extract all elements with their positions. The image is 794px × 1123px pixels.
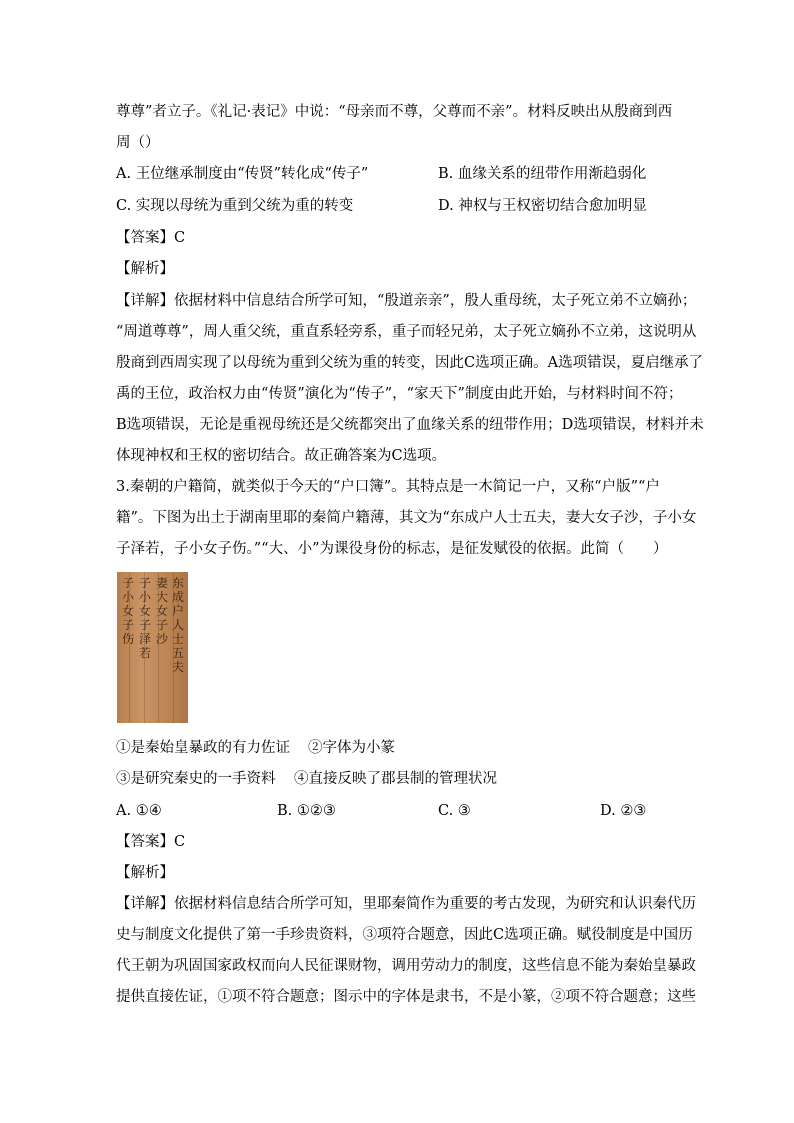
detail-line: 【详解】依据材料中信息结合所学可知，“殷道亲亲”，殷人重母统，太子死立弟不立嫡孙；: [116, 293, 697, 309]
detail-line: 殷商到西周实现了以母统为重到父统为重的转变，因此C选项正确。A选项错误，夏启继承了: [116, 355, 704, 371]
slip-column: 子小女子泽若: [138, 576, 151, 660]
bamboo-slip-image: [117, 572, 188, 723]
detail-line: 禹的王位，政治权力由“传贤”演化为“传子”，“家天下”制度由此开始，与材料时间不符；: [116, 386, 683, 402]
detail-line: B选项错误，无论是重视母统还是父统都突出了血缘关系的纽带作用；D选项错误，材料并未: [116, 417, 704, 433]
detail-line: “周道尊尊”，周人重父统，重直系轻旁系，重子而轻兄弟，太子死立嫡孙不立弟，这说明从: [116, 324, 697, 340]
question-stem-line: 周（）: [116, 135, 160, 151]
question-stem-line: 籍”。下图为出土于湖南里耶的秦简户籍薄，其文为“东成户人士五夫，妻大女子沙，子小女: [116, 510, 697, 526]
option-c: C. ③: [438, 803, 471, 819]
option-b: B. ①②③: [277, 803, 336, 819]
option-a: A. 王位继承制度由“传贤”转化成“传子”: [116, 166, 369, 182]
option-a: A. ①④: [116, 803, 162, 819]
slip-column: 子小女子伤: [121, 576, 134, 646]
option-d: D. ②③: [600, 803, 647, 819]
detail-line: 【详解】依据材料信息结合所学可知，里耶秦简作为重要的考古发现，为研究和认识秦代历: [116, 896, 696, 912]
detail-line: 代王朝为巩固国家政权而向人民征课财物，调用劳动力的制度，这些信息不能为秦始皇暴政: [116, 958, 696, 974]
option-d: D. 神权与王权密切结合愈加明显: [438, 198, 647, 214]
slip-column: 东成户人士五夫: [171, 576, 184, 674]
answer-label: 【答案】C: [116, 230, 186, 246]
option-b: B. 血缘关系的纽带作用渐趋弱化: [438, 166, 647, 182]
statement-item: ③是研究秦史的一手资料: [116, 771, 276, 787]
slip-column: 妻大女子沙: [155, 576, 168, 646]
detail-line: 提供直接佐证，①项不符合题意；图示中的字体是隶书，不是小篆，②项不符合题意；这些: [116, 989, 696, 1005]
detail-line: 体现神权和王权的密切结合。故正确答案为C选项。: [116, 448, 447, 464]
question-stem-line: 尊尊”者立子。《礼记·表记》中说：“母亲而不尊，父尊而不亲”。材料反映出从殷商到西: [116, 104, 673, 120]
statement-item: ①是秦始皇暴政的有力佐证: [116, 740, 290, 756]
statement-item: ④直接反映了郡县制的管理状况: [294, 771, 497, 787]
analysis-label: 【解析】: [116, 261, 174, 277]
option-c: C. 实现以母统为重到父统为重的转变: [116, 198, 354, 214]
question-stem-line: 3.秦朝的户籍简，就类似于今天的“户口簿”。其特点是一木简记一户，又称“户版”“户: [116, 479, 660, 495]
statement-item: ②字体为小篆: [308, 740, 395, 756]
detail-line: 史与制度文化提供了第一手珍贵资料，③项符合题意，因此C选项正确。赋役制度是中国历: [116, 927, 693, 943]
analysis-label: 【解析】: [116, 865, 174, 881]
question-stem-line: 子泽若，子小女子伤。”“大、小”为课役身份的标志，是征发赋役的依据。此简（ ）: [116, 541, 668, 557]
answer-label: 【答案】C: [116, 834, 186, 850]
